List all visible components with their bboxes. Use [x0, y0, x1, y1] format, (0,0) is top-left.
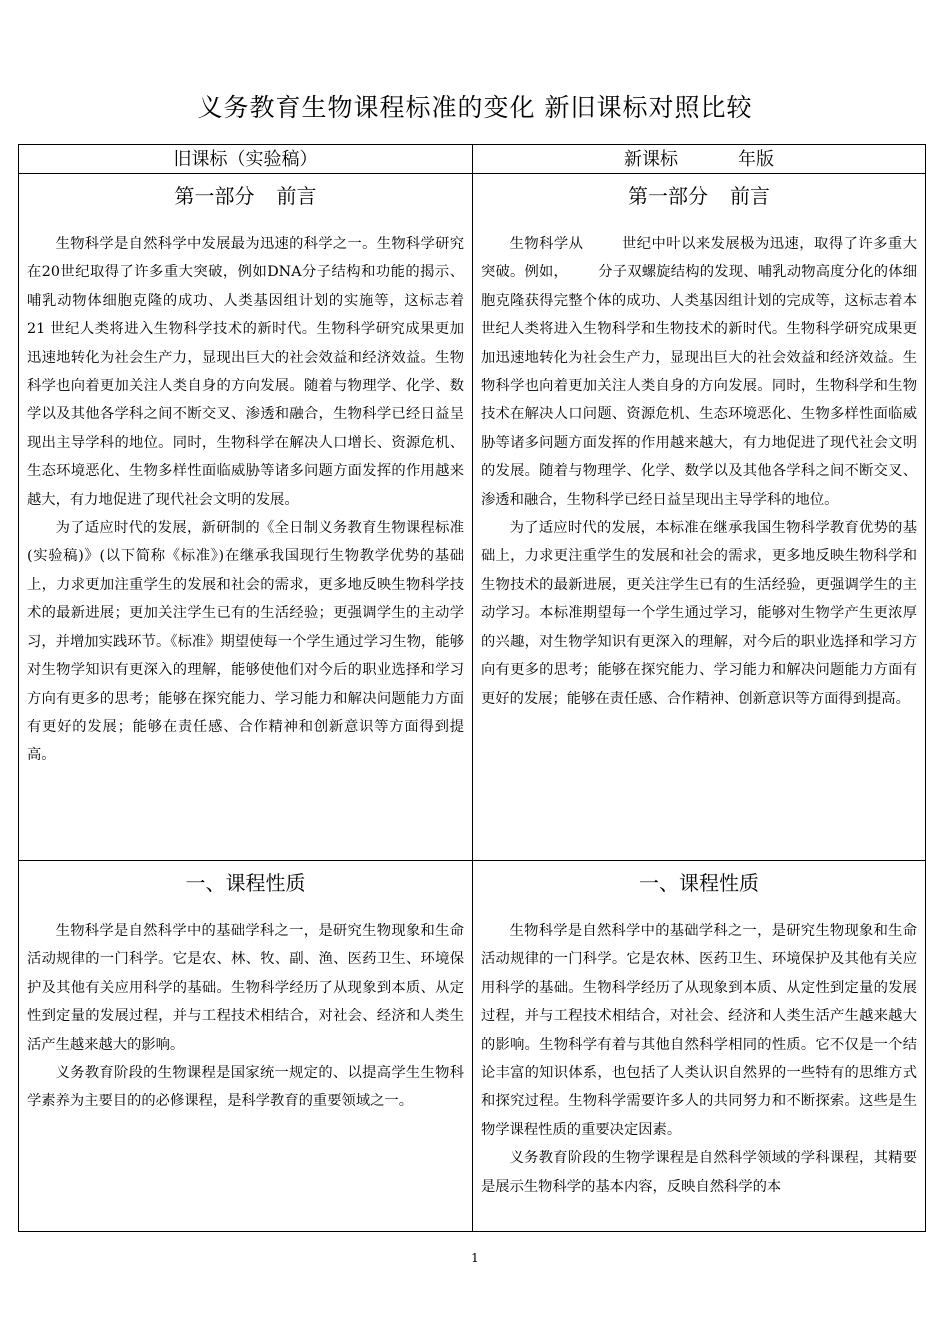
- new-nature-cell: [473, 861, 926, 1232]
- new-nature-paragraph-1: 生物科学是自然科学中的基础学科之一，是研究生物现象和生命活动规律的一门科学。它是农林、医药卫生、环境保护及其他有关应用科学的基础。生物科学经历了从现象到本质、从定性到定量的发展过程，并与工程技术相结合，对社会、经济和人类生活产生越来越大的影响。生物科学有着与其他自然科学相同的性质。它不仅是一个结论丰富的知识体系，也包括了人类认识自然界的一些特有的思维方式和探究过程。生物科学需要许多人的共同努力和不断探索。这些是生物学课程性质的重要决定因素。: [481, 923, 917, 1138]
- new-nature-heading: 一、课程性质: [639, 871, 759, 895]
- new-preface-paragraph-1: [481, 230, 917, 514]
- table-row: [19, 861, 926, 1232]
- old-preface-cell: [19, 174, 473, 861]
- old-preface-paragraph-2: 为了适应时代的发展，新研制的《全日制义务教育生物课程标准(实验稿)》(以下简称《标准》)在继承我国现行生物教学优势的基础上，力求更加注重学生的发展和社会的需求，更多地反映生物科学技术的最新进展；更加关注学生已有的生活经验；更强调学生的主动学习，并增加实践环节。《标准》期望使每一个学生通过学习生物，能够对生物学知识有更深入的理解，能够使他们对今后的职业选择和学习方向有更多的思考；能够在探究能力、学习能力和解决问题能力方面有更好的发展；能够在责任感、合作精神和创新意识等方面得到提高。: [27, 520, 464, 764]
- old-standard-header-label: 旧课标（实验稿）: [173, 149, 318, 170]
- table-header-row: [19, 145, 926, 174]
- old-preface-heading: [27, 184, 464, 208]
- new-standard-header-year: 年版: [738, 149, 774, 170]
- old-preface-heading-part: 第一部分: [174, 184, 255, 208]
- old-nature-paragraph-2: 义务教育阶段的生物课程是国家统一规定的、以提高学生生物科学素养为主要目的的必修课程，是科学教育的重要领域之一。: [27, 1065, 464, 1110]
- table-row: [19, 174, 926, 861]
- old-preface-heading-title: 前言: [276, 184, 317, 208]
- old-nature-paragraph-1: 生物科学是自然科学中的基础学科之一，是研究生物现象和生命活动规律的一门科学。它是农、林、牧、副、渔、医药卫生、环境保护及其他有关应用科学的基础。生物科学经历了从现象到本质、从定性到定量的发展过程，并与工程技术相结合，对社会、经济和人类生活产生越来越大的影响。: [27, 923, 464, 1053]
- new-preface-cell: [473, 174, 926, 861]
- new-preface-paragraph-2: 为了适应时代的发展，本标准在继承我国生物科学教育优势的基础上，力求更注重学生的发展和社会的需求，更多地反映生物科学和生物技术的最新进展，更关注学生已有的生活经验，更强调学生的主动学习。本标准期望每一个学生通过学习，能够对生物学产生更浓厚的兴趣，对生物学知识有更深入的理解，对今后的职业选择和学习方向有更多的思考；能够在探究能力、学习能力和解决问题能力方面有更好的发展；能够在责任感、合作精神、创新意识等方面得到提高。: [481, 520, 917, 707]
- old-preface-paragraph-1: 生物科学是自然科学中发展最为迅速的科学之一。生物科学研究在20世纪取得了许多重大突破，例如DNA分子结构和功能的揭示、哺乳动物体细胞克隆的成功、人类基因组计划的实施等，这标志着 21 世纪人类将进入生物科学技术的新时代。生物科学研究成果更加迅速地转化为社会生产力，显现出巨大的社会效益和经济效益。生物科学也向着更加关注人类自身的方向发展。随着与物理学、化学、数学以及其他各学科之间不断交叉、渗透和融合，生物科学已经日益呈现出主导学科的地位。同时，生物科学在解决人口增长、资源危机、生态环境恶化、生物多样性面临威胁等诸多问题方面发挥的作用越来越大，有力地促进了现代社会文明的发展。: [27, 236, 464, 508]
- comparison-table: [18, 144, 926, 1232]
- document-title: 义务教育生物课程标准的变化 新旧课标对照比较: [197, 93, 753, 122]
- new-preface-text-a: 生物科学从: [509, 236, 584, 252]
- new-preface-heading: [481, 184, 917, 208]
- new-nature-paragraph-2: 义务教育阶段的生物学课程是自然科学领域的学科课程，其精要是展示生物科学的基本内容，反映自然科学的本: [481, 1150, 917, 1195]
- new-standard-header-label: 新课标: [624, 149, 678, 170]
- new-preface-text-b: 世纪中叶以来发展极为迅速，取得了许多重大突破。例如，: [481, 236, 918, 281]
- new-standard-header: [473, 145, 926, 174]
- old-standard-header: [19, 145, 473, 174]
- old-nature-heading: 一、课程性质: [185, 871, 306, 895]
- new-preface-heading-part: 第一部分: [628, 184, 708, 208]
- old-nature-cell: [19, 861, 473, 1232]
- page-number: 1: [471, 1251, 479, 1265]
- new-preface-text-c: 分子双螺旋结构的发现、哺乳动物高度分化的体细胞克隆获得完整个体的成功、人类基因组计划的完成等，这标志着本世纪人类将进入生物科学和生物技术的新时代。生物科学研究成果更加迅速地转化为社会生产力，显现出巨大的社会效益和经济效益。生物科学也向着更加关注人类自身的方向发展。同时，生物科学和生物技术在解决人口问题、资源危机、生态环境恶化、生物多样性面临威胁等诸多问题方面发挥的作用越来越大，有力地促进了现代社会文明的发展。随着与物理学、化学、数学以及其他各学科之间不断交叉、渗透和融合，生物科学已经日益呈现出主导学科的地位。: [481, 264, 917, 508]
- new-preface-heading-title: 前言: [730, 184, 770, 208]
